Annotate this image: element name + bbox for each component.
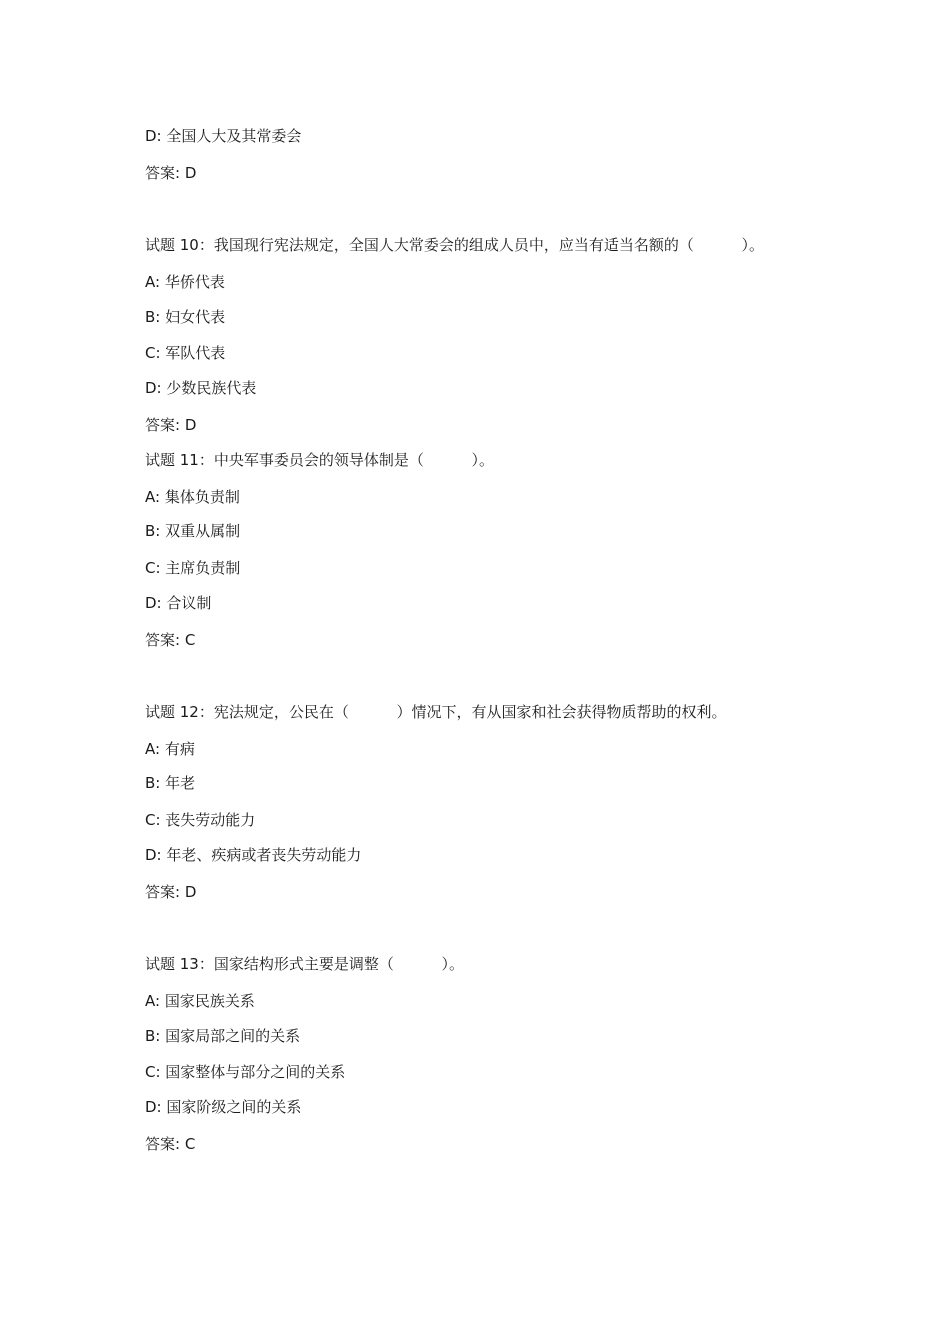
option-d: D: 全国人大及其常委会 [145, 127, 302, 145]
question-stem: 试题 10：我国现行宪法规定，全国人大常委会的组成人员中，应当有适当名额的（ ）。 [145, 236, 765, 254]
option-c: C: 军队代表 [145, 344, 226, 362]
answer: 答案: D [145, 883, 197, 901]
option-b: B: 国家局部之间的关系 [145, 1027, 301, 1045]
option-d: D: 少数民族代表 [145, 379, 257, 397]
answer: 答案: C [145, 631, 196, 649]
question-stem: 试题 13：国家结构形式主要是调整（ ）。 [145, 955, 465, 973]
answer: 答案: D [145, 416, 197, 434]
option-d: D: 合议制 [145, 594, 212, 612]
option-b: B: 妇女代表 [145, 308, 226, 326]
option-c: C: 国家整体与部分之间的关系 [145, 1063, 346, 1081]
option-a: A: 集体负责制 [145, 488, 240, 506]
option-a: A: 有病 [145, 740, 195, 758]
option-b: B: 年老 [145, 774, 196, 792]
option-c: C: 主席负责制 [145, 559, 241, 577]
answer: 答案: C [145, 1135, 196, 1153]
option-d: D: 年老、疾病或者丧失劳动能力 [145, 846, 362, 864]
option-a: A: 国家民族关系 [145, 992, 255, 1010]
option-a: A: 华侨代表 [145, 273, 225, 291]
question-stem: 试题 11：中央军事委员会的领导体制是（ ）。 [145, 451, 495, 469]
option-c: C: 丧失劳动能力 [145, 811, 256, 829]
option-d: D: 国家阶级之间的关系 [145, 1098, 302, 1116]
answer: 答案: D [145, 164, 197, 182]
question-stem: 试题 12：宪法规定，公民在（ ）情况下，有从国家和社会获得物质帮助的权利。 [145, 703, 727, 721]
option-b: B: 双重从属制 [145, 522, 241, 540]
